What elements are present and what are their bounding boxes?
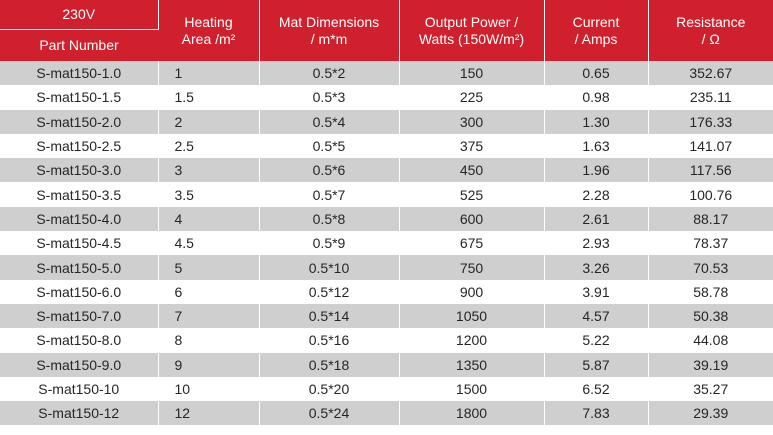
- table-row: [0, 280, 773, 304]
- mat-dimensions-cell: 0.5*10: [259, 255, 399, 279]
- mat-dimensions-cell: 0.5*3: [259, 85, 399, 109]
- mat-dimensions-cell: 0.5*7: [259, 182, 399, 206]
- heating-area-cell: 10: [158, 377, 259, 401]
- heating-area-cell: 2.5: [158, 134, 259, 158]
- current-cell: 3.91: [544, 280, 648, 304]
- output-power-header-line1: Output Power /: [424, 13, 519, 30]
- heating-area-cell: 4.5: [158, 231, 259, 255]
- resistance-header: [648, 0, 773, 61]
- table-row: [0, 401, 773, 425]
- output-power-cell: 900: [399, 280, 544, 304]
- part-number-cell: S-mat150-4.0: [0, 207, 158, 231]
- output-power-cell: 225: [399, 85, 544, 109]
- mat-dimensions-header-line1: Mat Dimensions: [278, 13, 380, 30]
- table-row: [0, 158, 773, 182]
- table-row: [0, 328, 773, 352]
- current-cell: 0.98: [544, 85, 648, 109]
- heating-area-cell: 7: [158, 304, 259, 328]
- mat-dimensions-header: [259, 0, 399, 61]
- table-row: [0, 231, 773, 255]
- output-power-cell: 450: [399, 158, 544, 182]
- table-row: [0, 255, 773, 279]
- part-number-cell: S-mat150-2.0: [0, 110, 158, 134]
- resistance-cell: 235.11: [648, 85, 773, 109]
- part-number-cell: S-mat150-2.5: [0, 134, 158, 158]
- output-power-cell: 750: [399, 255, 544, 279]
- resistance-cell: 100.76: [648, 182, 773, 206]
- heating-area-cell: 4: [158, 207, 259, 231]
- part-number-header: Part Number: [0, 30, 158, 62]
- output-power-cell: 1350: [399, 353, 544, 377]
- resistance-header-line2: / Ω: [701, 30, 720, 47]
- current-header: [544, 0, 648, 61]
- heating-area-cell: 2: [158, 110, 259, 134]
- heating-area-cell: 3: [158, 158, 259, 182]
- table-row: [0, 61, 773, 85]
- heating-area-cell: 6: [158, 280, 259, 304]
- current-cell: 1.96: [544, 158, 648, 182]
- table-row: [0, 207, 773, 231]
- current-cell: 2.61: [544, 207, 648, 231]
- table-header: [0, 0, 773, 61]
- output-power-cell: 300: [399, 110, 544, 134]
- mat-dimensions-cell: 0.5*4: [259, 110, 399, 134]
- part-number-cell: S-mat150-12: [0, 401, 158, 425]
- mat-dimensions-cell: 0.5*2: [259, 61, 399, 85]
- part-number-cell: S-mat150-6.0: [0, 280, 158, 304]
- current-cell: 2.28: [544, 182, 648, 206]
- current-cell: 4.57: [544, 304, 648, 328]
- resistance-cell: 44.08: [648, 328, 773, 352]
- resistance-cell: 70.53: [648, 255, 773, 279]
- heating-area-cell: 3.5: [158, 182, 259, 206]
- resistance-cell: 117.56: [648, 158, 773, 182]
- mat-dimensions-cell: 0.5*12: [259, 280, 399, 304]
- resistance-cell: 352.67: [648, 61, 773, 85]
- output-power-cell: 150: [399, 61, 544, 85]
- part-number-cell: S-mat150-4.5: [0, 231, 158, 255]
- mat-dimensions-header-line2: / m*m: [310, 30, 348, 47]
- output-power-cell: 600: [399, 207, 544, 231]
- table-row: [0, 110, 773, 134]
- current-cell: 5.87: [544, 353, 648, 377]
- current-cell: 3.26: [544, 255, 648, 279]
- resistance-cell: 58.78: [648, 280, 773, 304]
- mat-dimensions-cell: 0.5*6: [259, 158, 399, 182]
- table-row: [0, 377, 773, 401]
- current-cell: 0.65: [544, 61, 648, 85]
- voltage-header: 230V: [0, 0, 158, 30]
- output-power-cell: 1050: [399, 304, 544, 328]
- table-row: [0, 353, 773, 377]
- heating-area-cell: 9: [158, 353, 259, 377]
- mat-dimensions-cell: 0.5*8: [259, 207, 399, 231]
- resistance-cell: 78.37: [648, 231, 773, 255]
- part-number-cell: S-mat150-7.0: [0, 304, 158, 328]
- resistance-cell: 35.27: [648, 377, 773, 401]
- output-power-cell: 1200: [399, 328, 544, 352]
- resistance-cell: 88.17: [648, 207, 773, 231]
- part-number-cell: S-mat150-3.5: [0, 182, 158, 206]
- heating-area-cell: 8: [158, 328, 259, 352]
- output-power-cell: 1800: [399, 401, 544, 425]
- heating-area-header: [158, 0, 259, 61]
- mat-dimensions-cell: 0.5*24: [259, 401, 399, 425]
- table-row: [0, 304, 773, 328]
- heating-area-cell: 1: [158, 61, 259, 85]
- table-body: [0, 61, 773, 425]
- current-cell: 1.30: [544, 110, 648, 134]
- mat-dimensions-cell: 0.5*18: [259, 353, 399, 377]
- resistance-cell: 39.19: [648, 353, 773, 377]
- output-power-cell: 375: [399, 134, 544, 158]
- part-number-cell: S-mat150-1.5: [0, 85, 158, 109]
- mat-dimensions-cell: 0.5*9: [259, 231, 399, 255]
- part-number-cell: S-mat150-9.0: [0, 353, 158, 377]
- resistance-cell: 141.07: [648, 134, 773, 158]
- mat-dimensions-cell: 0.5*5: [259, 134, 399, 158]
- output-power-header-line2: Watts (150W/m²): [418, 30, 525, 47]
- output-power-header: [399, 0, 544, 61]
- heating-area-cell: 12: [158, 401, 259, 425]
- resistance-cell: 29.39: [648, 401, 773, 425]
- heating-area-cell: 1.5: [158, 85, 259, 109]
- table-row: [0, 182, 773, 206]
- heating-area-header-line1: Heating: [184, 13, 233, 30]
- table-row: [0, 134, 773, 158]
- part-number-cell: S-mat150-10: [0, 377, 158, 401]
- resistance-cell: 50.38: [648, 304, 773, 328]
- current-header-line1: Current: [572, 13, 620, 30]
- output-power-cell: 1500: [399, 377, 544, 401]
- resistance-header-line1: Resistance: [676, 13, 746, 30]
- part-number-cell: S-mat150-3.0: [0, 158, 158, 182]
- output-power-cell: 525: [399, 182, 544, 206]
- current-cell: 2.93: [544, 231, 648, 255]
- part-number-cell: S-mat150-8.0: [0, 328, 158, 352]
- mat-dimensions-cell: 0.5*20: [259, 377, 399, 401]
- resistance-cell: 176.33: [648, 110, 773, 134]
- current-header-line2: / Amps: [574, 30, 618, 47]
- current-cell: 7.83: [544, 401, 648, 425]
- mat-dimensions-cell: 0.5*14: [259, 304, 399, 328]
- heating-area-cell: 5: [158, 255, 259, 279]
- mat-dimensions-cell: 0.5*16: [259, 328, 399, 352]
- part-number-cell: S-mat150-1.0: [0, 61, 158, 85]
- current-cell: 1.63: [544, 134, 648, 158]
- current-cell: 5.22: [544, 328, 648, 352]
- heating-area-header-line2: Area /m²: [181, 30, 236, 47]
- part-number-cell: S-mat150-5.0: [0, 255, 158, 279]
- current-cell: 6.52: [544, 377, 648, 401]
- output-power-cell: 675: [399, 231, 544, 255]
- table-row: [0, 85, 773, 109]
